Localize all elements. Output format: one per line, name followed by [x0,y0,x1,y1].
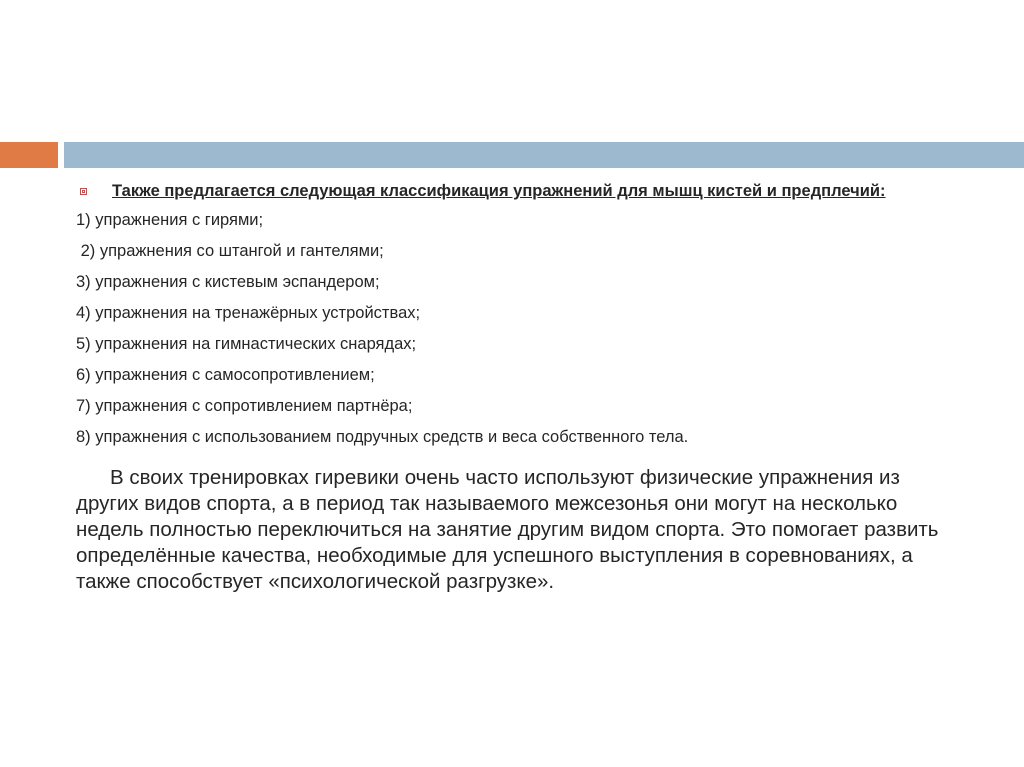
title-band-accent [0,142,58,168]
list-item: 2) упражнения со штангой и гантелями; [76,242,384,260]
title-band [0,142,1024,168]
list-item: 5) упражнения на гимнастических снарядах; [76,335,417,353]
body-paragraph: В своих тренировках гиревики очень часто используют физические упражнения из других видов спорта, а в период так называемого межсезонья они могут на несколько недель полностью переключиться на занятие другим видом спорта. Это помогает развить определённые качества, необходимые для успешного выступления в соревнованиях, а также способствует «психологической разгрузке». [76,466,939,593]
exercise-list [76,210,956,448]
list-item: 8) упражнения с использованием подручных средств и веса собственного тела. [76,428,689,446]
list-item: 1) упражнения с гирями; [76,211,264,229]
hollow-square-bullet-icon [80,188,87,195]
slide-content [76,181,956,616]
bullet-heading-row [76,181,956,202]
list-item: 4) упражнения на тренажёрных устройствах; [76,304,421,322]
list-item: 3) упражнения с кистевым эспандером; [76,273,380,291]
title-band-bar [64,142,1024,168]
classification-heading: Также предлагается следующая классификация упражнений для мышц кистей и предплечий: [112,182,886,200]
list-item: 7) упражнения с сопротивлением партнёра; [76,397,413,415]
list-item: 6) упражнения с самосопротивлением; [76,366,375,384]
